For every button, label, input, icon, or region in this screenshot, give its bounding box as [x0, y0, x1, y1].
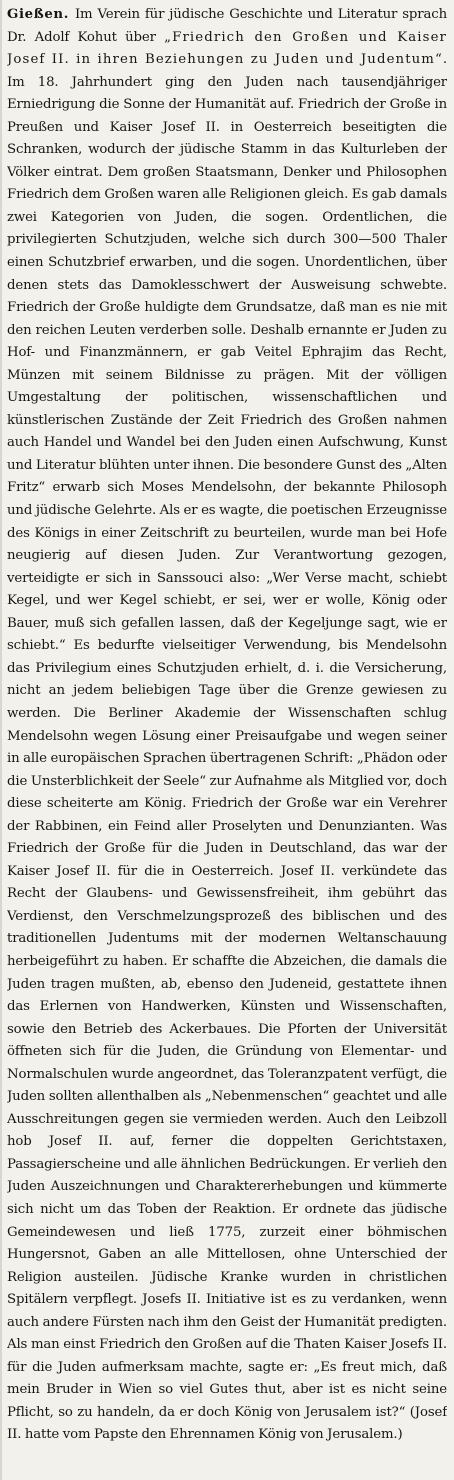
article-text-intro: Im Verein für jüdische Geschichte und Literatur sprach Dr. Adolf Kohut über — [7, 7, 447, 45]
article-dateline: Gießen. — [7, 7, 69, 22]
lecture-title: „Friedrich den Großen und Kaiser Josef II. in ihren Beziehungen zu Juden und Judentum“ — [7, 29, 447, 68]
page-edge — [0, 0, 2, 1480]
article-text-body: . Im 18. Jahrhundert ging den Juden nach tausendjähriger Erniedrigung die Sonne der Humanität auf. Friedrich der Große in Preußen und Kaiser Josef II. in Oesterreich beseitigten die Schranken, wodurch der jüdische Stamm in das Kulturleben der Völker eintrat. Dem großen Staatsmann, Denker und Philosophen Friedrich dem Großen waren alle Religionen gleich. Es gab damals zwei Kategorien von Juden, die sogen. Ordentlichen, die privilegierten Schutzjuden, welche sich durch 300—500 Thaler einen Schutzbrief erwarben, und die sogen. Unordentlichen, über denen stets das Damoklesschwert der Ausweisung schwebte. Friedrich der Große huldigte dem Grundsatze, daß man es nie mit den reichen Leuten verderben solle. Deshalb ernannte er Juden zu Hof- und Finanzmännern, er gab Veitel Ephrajim das Recht, Münzen mit seinem Bildnisse zu prägen. Mit der völligen Umgestaltung der politischen, wissenschaftlichen und künstlerischen Zustände der Zeit Friedrich des Großen nahmen auch Handel und Wandel bei den Juden einen Aufschwung, Kunst und Literatur blühten unter ihnen. Die besondere Gunst des „Alten Fritz“ erwarb sich Moses Mendelsohn, der bekannte Philosoph und jüdische Gelehrte. Als er es wagte, die poetischen Erzeugnisse des Königs in einer Zeitschrift zu beurteilen, wurde man bei Hofe neugierig auf diesen Juden. Zur Verantwortung gezogen, verteidigte er sich in Sanssouci also: „Wer Verse macht, schiebt Kegel, und wer Kegel schiebt, er sei, wer er wolle, König oder Bauer, muß sich gefallen lassen, daß der Kegeljunge sagt, wie er schiebt.“ Es bedurfte vielseitiger Verwendung, bis Mendelsohn das Privilegium eines Schutzjuden erhielt, d. i. die Versicherung, nicht an jedem beliebigen Tage über die Grenze gewiesen zu werden. Die Berliner Akademie der Wissenschaften schlug Mendelsohn wegen Lösung einer Preisaufgabe und wegen seiner in alle europäischen Sprachen übertragenen Schrift: „Phädon oder die Unsterblichkeit der Seele“ zur Aufnahme als Mitglied vor, doch diese scheiterte am König. Friedrich der Große war ein Verehrer der Rabbinen, ein Feind aller Proselyten und Denunzianten. Was Friedrich der Große für die Juden in Deutschland, das war der Kaiser Josef II. für die in Oesterreich. Josef II. verkündete das Recht der Glaubens- und Gewissensfreiheit, ihm gebührt das Verdienst, den Verschmelzungsprozeß des biblischen und des traditionellen Judentums mit der modernen Weltanschauung herbeigeführt zu haben. Er schaffte die Abzeichen, die damals die Juden tragen mußten, ab, ebenso den Judeneid, gestattete ihnen das Erlernen von Handwerken, Künsten und Wissenschaften, sowie den Betrieb des Ackerbaues. Die Pforten der Universität öffneten sich für die Juden, die Gründung von Elementar- und Normalschulen wurde angeordnet, das Toleranzpatent verfügt, die Juden sollten allenthalben als „Nebenmenschen“ geachtet und alle Ausschreitungen gegen sie vermieden werden. Auch den Leibzoll hob Josef II. auf, ferner die doppelten Gerichtstaxen, Passagierscheine und alle ähnlichen Bedrückungen. Er verlieh den Juden Auszeichnungen und Charaktererhebungen und kümmerte sich nicht um das Toben der Reaktion. Er ordnete das jüdische Gemeindewesen und ließ 1775, zurzeit einer böhmischen Hungersnot, Gaben an alle Mittellosen, ohne Unterschied der Religion austeilen. Jüdische Kranke wurden in christlichen Spitälern verpflegt. Josefs II. Initiative ist es zu verdanken, wenn auch andere Fürsten nach ihm den Geist der Humanität predigten. Als man einst Friedrich den Großen auf die Thaten Kaiser Josefs II. für die Juden aufmerksam machte, sagte er: „Es freut mich, daß mein Bruder in Wien so viel Gutes thut, aber ist es nicht seine Pflicht, so zu handeln, da er doch König von Jerusalem ist?“ (Josef II. hatte vom Papste den Ehrennamen König von Jerusalem.) — [7, 52, 447, 1443]
news-article — [7, 4, 447, 1447]
article-paragraph — [7, 4, 447, 1447]
newspaper-column — [7, 4, 447, 1476]
